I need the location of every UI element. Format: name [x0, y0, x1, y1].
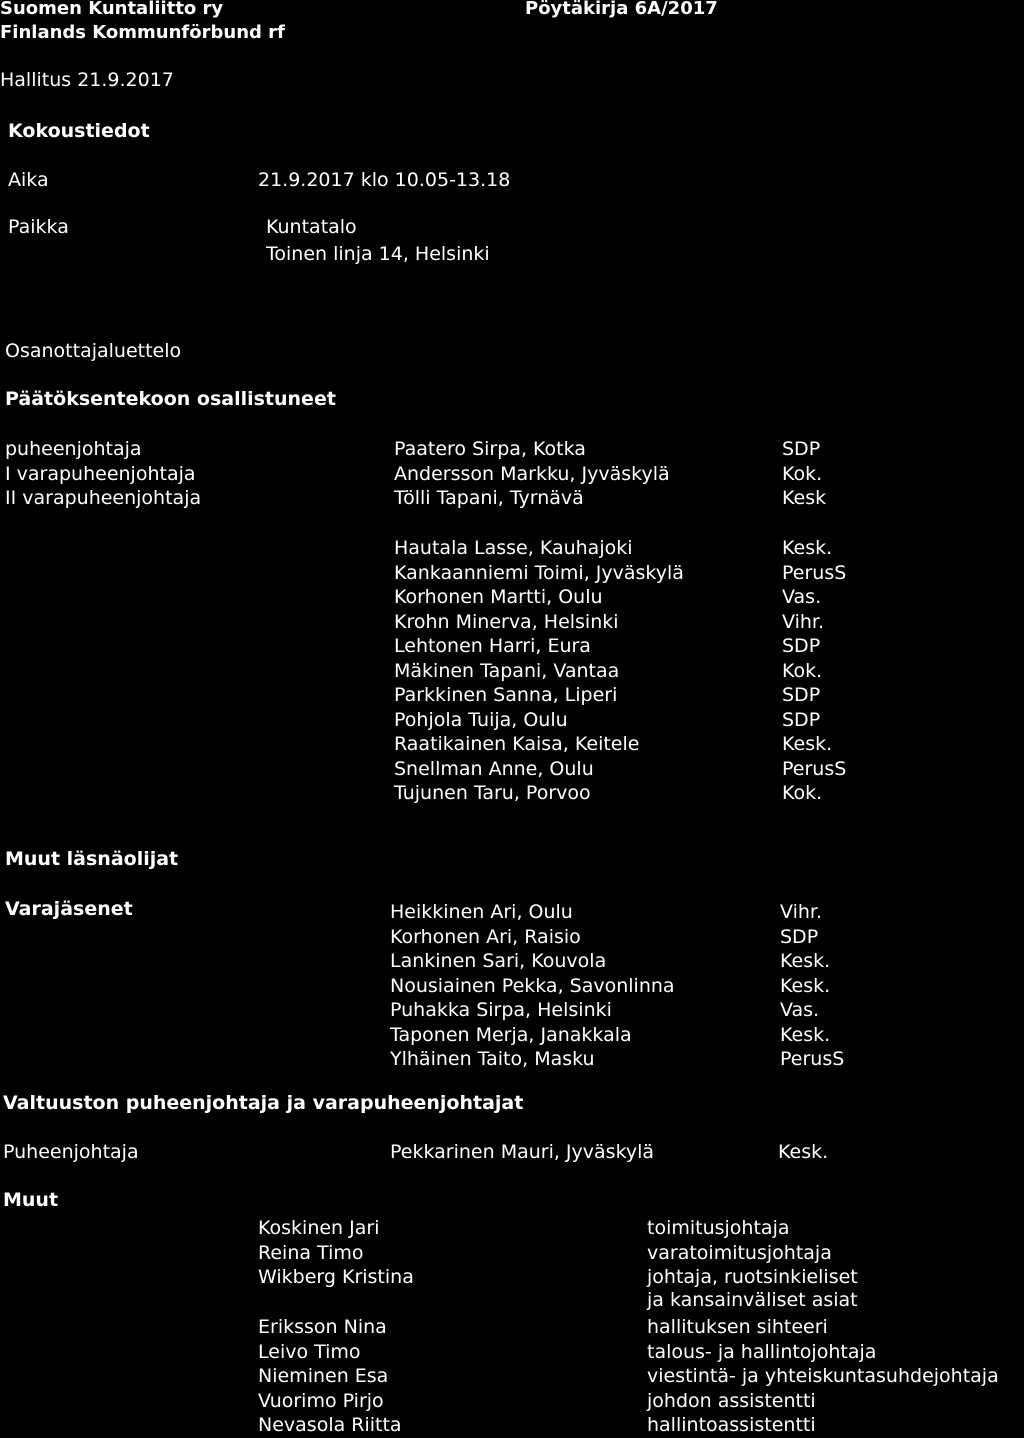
member-name: Krohn Minerva, Helsinki — [394, 610, 619, 633]
member-party: Kok. — [782, 782, 823, 804]
staff-group-1-names — [258, 1216, 414, 1290]
chair-name: Tölli Tapani, Tyrnävä — [394, 487, 584, 509]
member-party: Kok. — [782, 659, 823, 682]
member-names — [394, 536, 684, 806]
place-line-1: Kuntatalo — [266, 216, 357, 238]
staff-name: Nieminen Esa — [258, 1365, 389, 1387]
member-party: Vas. — [782, 586, 822, 608]
member-party: SDP — [782, 635, 821, 657]
staff-title: hallituksen sihteeri — [647, 1316, 828, 1338]
deputy-name: Heikkinen Ari, Oulu — [390, 901, 573, 923]
decision-makers-heading: Päätöksentekoon osallistuneet — [5, 388, 336, 410]
chair-party: Kok. — [782, 462, 823, 485]
chair-party: SDP — [782, 438, 821, 460]
deputy-name: Nousiainen Pekka, Savonlinna — [390, 974, 675, 997]
member-party: PerusS — [782, 561, 847, 584]
staff-title: johdon assistentti — [647, 1389, 816, 1412]
staff-name: Vuorimo Pirjo — [258, 1389, 384, 1412]
time-value: 21.9.2017 klo 10.05-13.18 — [258, 169, 511, 191]
deputy-name: Puhakka Sirpa, Helsinki — [390, 999, 612, 1021]
member-party: PerusS — [782, 757, 847, 780]
staff-title: varatoimitusjohtaja — [647, 1241, 832, 1264]
staff-title: hallintoassistentti — [647, 1414, 816, 1436]
chair-role: II varapuheenjohtaja — [5, 487, 202, 509]
chair-roles — [5, 437, 201, 511]
deputy-name: Korhonen Ari, Raisio — [390, 925, 581, 948]
deputy-name: Lankinen Sari, Kouvola — [390, 950, 607, 972]
staff-title-continuation: ja kansainväliset asiat — [647, 1289, 858, 1311]
council-role: Puheenjohtaja — [3, 1141, 139, 1163]
member-party: Kesk. — [782, 537, 833, 559]
document-title: Pöytäkirja 6A/2017 — [525, 0, 718, 19]
deputy-name: Taponen Merja, Janakkala — [390, 1023, 632, 1046]
staff-title: johtaja, ruotsinkieliset — [647, 1266, 858, 1288]
meeting-title: Hallitus 21.9.2017 — [0, 69, 174, 91]
place-line-2: Toinen linja 14, Helsinki — [266, 243, 490, 265]
member-name: Hautala Lasse, Kauhajoki — [394, 537, 633, 559]
participants-title: Osanottajaluettelo — [5, 340, 182, 362]
member-party: Kesk. — [782, 733, 833, 755]
deputy-party: SDP — [780, 925, 819, 948]
staff-name: Nevasola Riitta — [258, 1414, 402, 1436]
member-name: Mäkinen Tapani, Vantaa — [394, 659, 620, 682]
others-heading: Muut läsnäolijat — [5, 848, 179, 870]
member-party: SDP — [782, 708, 821, 731]
deputy-names — [390, 900, 675, 1072]
place-label: Paikka — [8, 216, 69, 238]
staff-group-2-titles — [647, 1315, 999, 1438]
chair-parties — [782, 437, 826, 511]
chair-role: puheenjohtaja — [5, 438, 142, 460]
member-name: Pohjola Tuija, Oulu — [394, 708, 568, 731]
deputy-party: Kesk. — [780, 974, 831, 997]
council-name: Pekkarinen Mauri, Jyväskylä — [390, 1141, 655, 1163]
member-name: Raatikainen Kaisa, Keitele — [394, 733, 640, 755]
member-name: Parkkinen Sanna, Liperi — [394, 684, 618, 706]
deputy-party: PerusS — [780, 1048, 845, 1070]
member-name: Snellman Anne, Oulu — [394, 757, 594, 780]
deputy-name: Ylhäinen Taito, Masku — [390, 1048, 595, 1070]
staff-group-2-names — [258, 1315, 402, 1438]
member-parties — [782, 536, 846, 806]
deputy-party: Kesk. — [780, 950, 831, 972]
chair-party: Kesk — [782, 487, 827, 509]
council-party: Kesk. — [778, 1141, 829, 1163]
staff-title: viestintä- ja yhteiskuntasuhdejohtaja — [647, 1365, 999, 1387]
member-party: SDP — [782, 684, 821, 706]
chair-name: Andersson Markku, Jyväskylä — [394, 462, 670, 485]
staff-heading: Muut — [3, 1189, 59, 1211]
org-name-fi: Suomen Kuntaliitto ry — [0, 0, 224, 19]
member-name: Tujunen Taru, Porvoo — [394, 782, 591, 804]
deputy-party: Vihr. — [780, 901, 823, 923]
member-name: Kankaanniemi Toimi, Jyväskylä — [394, 561, 684, 584]
meeting-info-heading: Kokoustiedot — [8, 120, 150, 142]
member-name: Korhonen Martti, Oulu — [394, 586, 603, 608]
staff-group-1-titles — [647, 1216, 858, 1290]
staff-name: Reina Timo — [258, 1241, 364, 1264]
staff-name: Eriksson Nina — [258, 1316, 387, 1338]
org-name-sv: Finlands Kommunförbund rf — [0, 22, 285, 43]
chair-name: Paatero Sirpa, Kotka — [394, 438, 586, 460]
council-heading: Valtuuston puheenjohtaja ja varapuheenjohtajat — [3, 1092, 524, 1114]
staff-title: talous- ja hallintojohtaja — [647, 1340, 877, 1363]
chair-names — [394, 437, 670, 511]
staff-name: Koskinen Jari — [258, 1217, 380, 1239]
deputy-parties — [780, 900, 844, 1072]
member-party: Vihr. — [782, 610, 825, 633]
time-label: Aika — [8, 169, 49, 191]
chair-role: I varapuheenjohtaja — [5, 462, 196, 485]
deputies-heading: Varajäsenet — [5, 898, 133, 920]
deputy-party: Vas. — [780, 999, 820, 1021]
member-name: Lehtonen Harri, Eura — [394, 635, 591, 657]
staff-title: toimitusjohtaja — [647, 1217, 790, 1239]
deputy-party: Kesk. — [780, 1023, 831, 1046]
staff-name: Leivo Timo — [258, 1340, 361, 1363]
staff-name: Wikberg Kristina — [258, 1266, 414, 1288]
